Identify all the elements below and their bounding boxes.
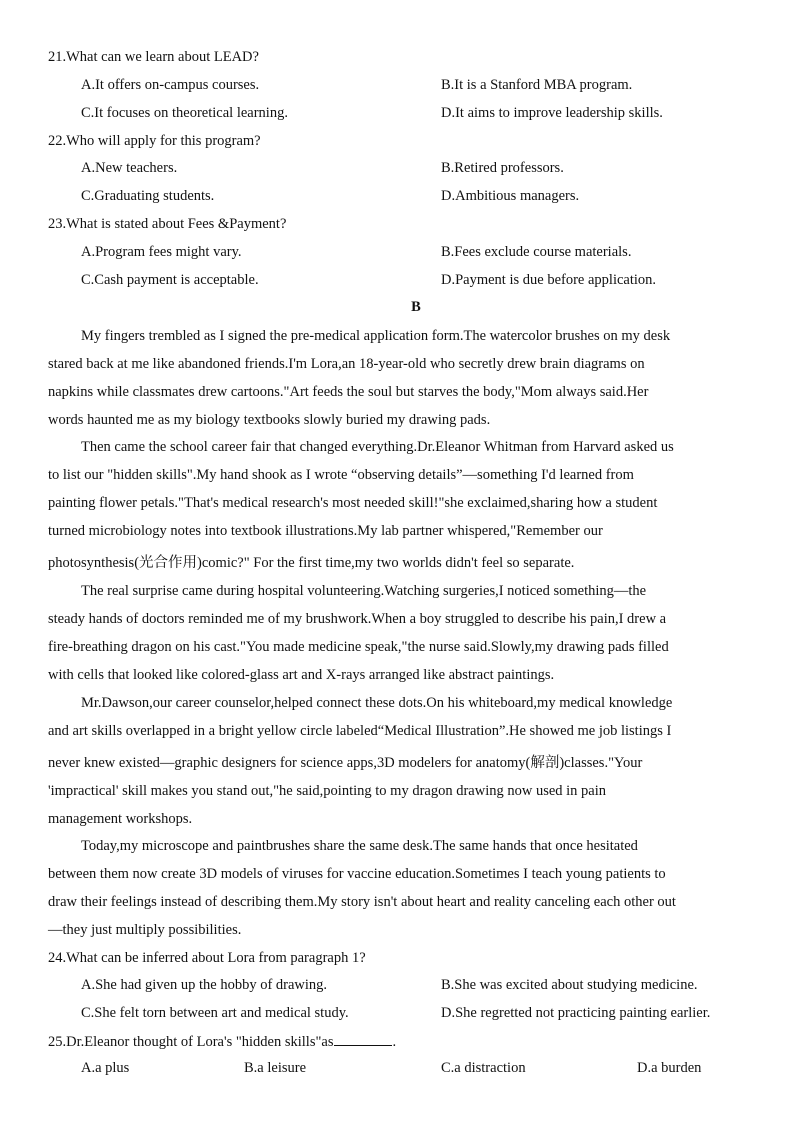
- q24-option-a: A.She had given up the hobby of drawing.: [81, 977, 328, 993]
- passage-line: painting flower petals."That's medical research's most needed skill!"she exclaimed,sharing how a student: [48, 495, 658, 511]
- passage-line: draw their feelings instead of describing them.My story isn't about heart and reality canceling each other out: [48, 894, 676, 910]
- q21-option-d: D.It aims to improve leadership skills.: [441, 105, 663, 121]
- passage-line: between them now create 3D models of viruses for vaccine education.Sometimes I teach young patients to: [48, 866, 666, 882]
- q25-option-a: A.a plus: [81, 1060, 130, 1076]
- passage-line: and art skills overlapped in a bright yellow circle labeled“Medical Illustration”.He showed me job listings I: [48, 723, 672, 739]
- q25-option-b: B.a leisure: [244, 1060, 307, 1076]
- question-22-stem: 22.Who will apply for this program?: [48, 133, 261, 149]
- passage-line: Then came the school career fair that changed everything.Dr.Eleanor Whitman from Harvard asked us: [81, 439, 674, 455]
- q21-option-a: A.It offers on-campus courses.: [81, 77, 260, 93]
- q21-option-c: C.It focuses on theoretical learning.: [81, 105, 288, 121]
- q25-option-c: C.a distraction: [441, 1060, 526, 1076]
- q23-option-a: A.Program fees might vary.: [81, 244, 242, 260]
- question-21-stem: 21.What can we learn about LEAD?: [48, 49, 259, 65]
- q22-option-d: D.Ambitious managers.: [441, 188, 580, 204]
- passage-line: to list our "hidden skills".My hand shook as I wrote “observing details”—something I'd learned from: [48, 467, 634, 483]
- question-25-period: .: [392, 1034, 397, 1050]
- question-24-stem: 24.What can be inferred about Lora from paragraph 1?: [48, 950, 366, 966]
- section-b-title: B: [411, 299, 421, 315]
- question-25-stem: 25.Dr.Eleanor thought of Lora's "hidden skills"as: [48, 1034, 334, 1050]
- q23-option-c: C.Cash payment is acceptable.: [81, 272, 259, 288]
- passage-line: —they just multiply possibilities.: [48, 922, 242, 938]
- answer-blank[interactable]: [334, 1033, 392, 1046]
- q23-option-d: D.Payment is due before application.: [441, 272, 657, 288]
- passage-line: management workshops.: [48, 811, 193, 827]
- passage-line: My fingers trembled as I signed the pre-medical application form.The watercolor brushes on my desk: [81, 328, 671, 344]
- question-25-stem-line: [48, 1033, 396, 1051]
- question-23-stem: 23.What is stated about Fees &Payment?: [48, 216, 287, 232]
- q22-option-c: C.Graduating students.: [81, 188, 215, 204]
- q25-option-d: D.a burden: [637, 1060, 702, 1076]
- q22-option-b: B.Retired professors.: [441, 160, 564, 176]
- passage-line: fire-breathing dragon on his cast."You made medicine speak,"the nurse said.Slowly,my drawing pads filled: [48, 639, 669, 655]
- passage-line: steady hands of doctors reminded me of my brushwork.When a boy struggled to describe his pain,I drew a: [48, 611, 667, 627]
- passage-line: The real surprise came during hospital volunteering.Watching surgeries,I noticed something—the: [81, 583, 647, 599]
- q21-option-b: B.It is a Stanford MBA program.: [441, 77, 633, 93]
- passage-line: with cells that looked like colored-glass art and X-rays arranged like abstract paintings.: [48, 667, 555, 683]
- passage-line: Today,my microscope and paintbrushes share the same desk.The same hands that once hesitated: [81, 838, 638, 854]
- passage-line: 'impractical' skill makes you stand out,"he said,pointing to my dragon drawing now used in pain: [48, 783, 607, 799]
- q24-option-c: C.She felt torn between art and medical study.: [81, 1005, 349, 1021]
- passage-line: stared back at me like abandoned friends.I'm Lora,an 18-year-old who secretly drew brain diagrams on: [48, 356, 645, 372]
- passage-line: photosynthesis(光合作用)comic?" For the first time,my two worlds didn't feel so separate.: [48, 555, 575, 571]
- q24-option-d: D.She regretted not practicing painting earlier.: [441, 1005, 711, 1021]
- q23-option-b: B.Fees exclude course materials.: [441, 244, 632, 260]
- passage-line: never knew existed—graphic designers for science apps,3D modelers for anatomy(解剖)classes."Your: [48, 755, 643, 771]
- q24-option-b: B.She was excited about studying medicine.: [441, 977, 698, 993]
- passage-line: turned microbiology notes into textbook illustrations.My lab partner whispered,"Remember our: [48, 523, 603, 539]
- passage-line: Mr.Dawson,our career counselor,helped connect these dots.On his whiteboard,my medical knowledge: [81, 695, 673, 711]
- q22-option-a: A.New teachers.: [81, 160, 178, 176]
- passage-line: words haunted me as my biology textbooks slowly buried my drawing pads.: [48, 412, 491, 428]
- passage-line: napkins while classmates drew cartoons."Art feeds the soul but starves the body,"Mom always said.Her: [48, 384, 649, 400]
